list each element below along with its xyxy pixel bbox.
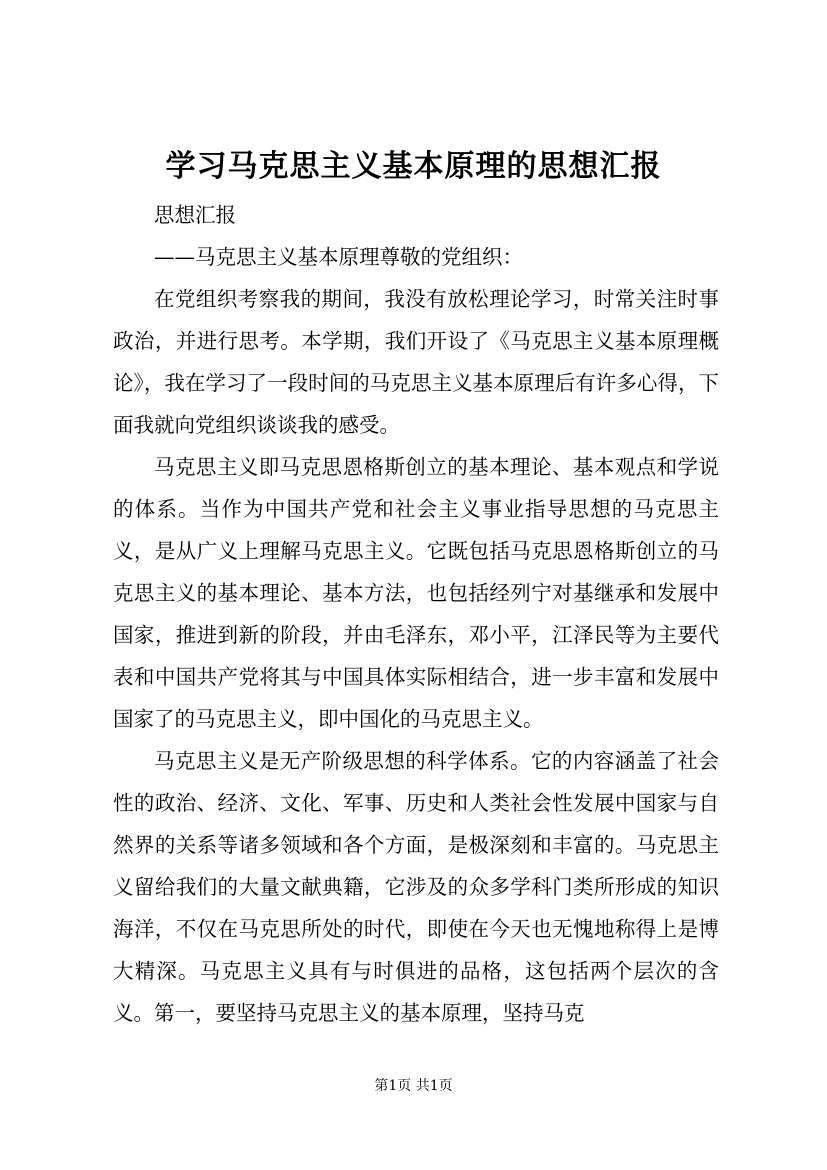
document-title: 学习马克思主义基本原理的思想汇报 (165, 149, 662, 184)
paragraph-system: 马克思主义是无产阶级思想的科学体系。它的内容涵盖了社会性的政治、经济、文化、军事、历史和人类社会性发展中国家与自然界的关系等诸多领域和各个方面，是极深刻和丰富的。马克思主义留给我们的大量文献典籍，它涉及的众多学科门类所形成的知识海洋，不仅在马克思所处的时代，即使在今天也无愧地称得上是博大精深。马克思主义具有与时俱进的品格，这包括两个层次的含义。第一，要坚持马克思主义的基本原理，坚持马克 (113, 749, 719, 1025)
document-body (113, 194, 719, 1034)
paragraph-heading: 思想汇报 (154, 203, 236, 227)
paragraph-definition: 马克思主义即马克思恩格斯创立的基本理论、基本观点和学说的体系。当作为中国共产党和社会主义事业指导思想的马克思主义，是从广义上理解马克思主义。它既包括马克思恩格斯创立的马克思主义的基本理论、基本方法，也包括经列宁对基继承和发展中国家，推进到新的阶段，并由毛泽东，邓小平，江泽民等为主要代表和中国共产党将其与中国具体实际相结合，进一步丰富和发展中国家了的马克思主义，即中国化的马克思主义。 (113, 455, 719, 731)
paragraph-salutation: ——马克思主义基本原理尊敬的党组织： (154, 245, 523, 269)
page-footer: 第1页 共1页 (374, 1078, 453, 1094)
paragraph-intro: 在党组织考察我的期间，我没有放松理论学习，时常关注时事政治，并进行思考。本学期，我们开设了《马克思主义基本原理概论》，我在学习了一段时间的马克思主义基本原理后有许多心得，下面我就向党组织谈谈我的感受。 (113, 287, 719, 437)
